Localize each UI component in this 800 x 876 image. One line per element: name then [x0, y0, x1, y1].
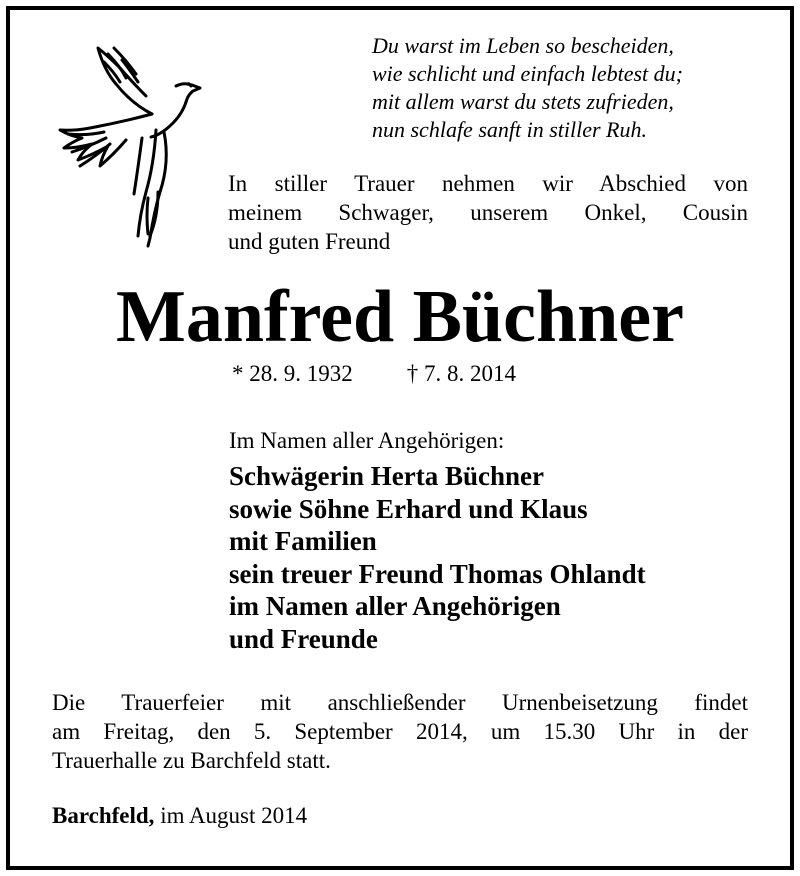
intro-line: In stiller Trauer nehmen wir Abschied von: [228, 171, 748, 196]
intro-line: meinem Schwager, unserem Onkel, Cousin: [228, 200, 748, 225]
verse-line: wie schlicht und einfach lebtest du;: [372, 61, 683, 86]
mourner-line: Schwägerin Herta Büchner: [229, 461, 544, 491]
birth-date: * 28. 9. 1932: [232, 361, 353, 386]
mourner-line: sowie Söhne Erhard und Klaus: [229, 493, 588, 524]
mourner-line: im Namen aller Angehörigen: [229, 591, 561, 621]
closing-date: im August 2014: [160, 803, 308, 828]
place-name: Barchfeld,: [52, 803, 155, 828]
dove-icon: [56, 38, 206, 250]
verse-line: Du warst im Leben so bescheiden,: [372, 33, 674, 58]
life-dates: [232, 359, 516, 389]
mourners-heading: Im Namen aller Angehörigen:: [229, 428, 505, 453]
intro-line: und guten Freund: [228, 229, 391, 254]
mourner-line: sein treuer Freund Thomas Ohlandt: [229, 558, 646, 589]
mourners-list: [229, 460, 646, 655]
intro-text: [228, 169, 748, 256]
deceased-name: Manfred Büchner: [115, 276, 684, 358]
service-info: [52, 688, 748, 775]
verse-line: mit allem warst du stets zufrieden,: [372, 89, 674, 114]
mourner-line: und Freunde: [229, 623, 378, 654]
place-date: [52, 801, 307, 831]
service-line: Die Trauerfeier mit anschließender Urnenbeisetzung findet: [52, 690, 748, 715]
mourner-line: mit Familien: [229, 526, 377, 556]
service-line: am Freitag, den 5. September 2014, um 15.30 Uhr in der: [52, 719, 748, 744]
death-date: † 7. 8. 2014: [406, 361, 516, 386]
service-line: Trauerhalle zu Barchfeld statt.: [52, 748, 331, 773]
verse: [372, 32, 683, 144]
verse-line: nun schlafe sanft in stiller Ruh.: [372, 117, 647, 142]
